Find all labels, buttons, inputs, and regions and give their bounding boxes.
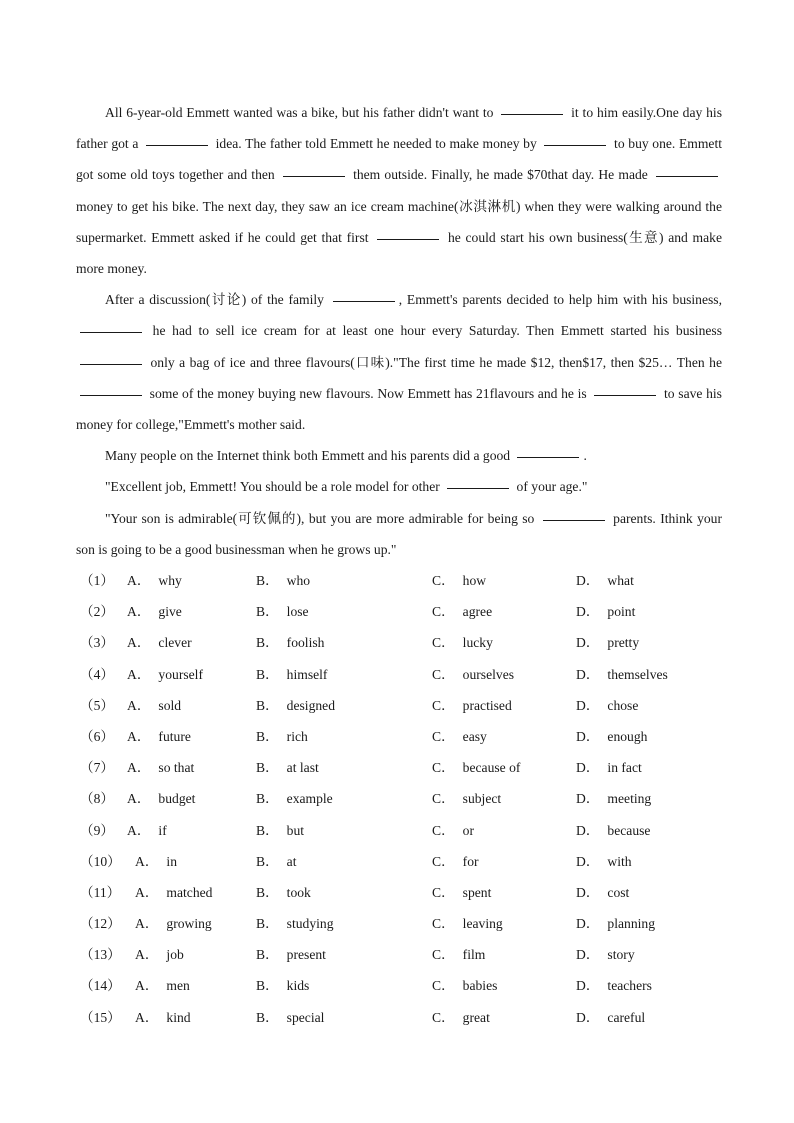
- answer-option[interactable]: [432, 877, 491, 908]
- answer-blank[interactable]: [447, 487, 509, 489]
- option-letter: B．: [256, 947, 279, 963]
- passage-text: After a discussion(讨论) of the family: [105, 292, 329, 308]
- option-letter: D．: [576, 822, 600, 838]
- answer-option[interactable]: [576, 721, 647, 752]
- answer-option[interactable]: [127, 783, 195, 814]
- option-letter: B．: [256, 697, 279, 713]
- answer-option[interactable]: [256, 690, 335, 721]
- answer-option[interactable]: [127, 690, 181, 721]
- question-number: （9）: [80, 822, 114, 838]
- option-text: example: [286, 791, 333, 807]
- question-number: （7）: [80, 760, 114, 776]
- option-text: with: [607, 853, 632, 869]
- answer-blank[interactable]: [146, 144, 208, 146]
- question-row: [80, 939, 740, 970]
- option-letter: A．: [127, 635, 151, 651]
- passage-text: them outside. Finally, he made $70that day. He made: [348, 167, 652, 183]
- option-letter: D．: [576, 697, 600, 713]
- answer-option[interactable]: [432, 939, 485, 970]
- passage-text: "Your son is admirable(可钦佩的), but you are more admirable for being so: [105, 510, 539, 526]
- answer-option[interactable]: [256, 846, 296, 877]
- passage-text: .: [583, 448, 587, 464]
- passage-text: some of the money buying new flavours. Now Emmett has 21flavours and he is: [146, 385, 591, 401]
- option-letter: B．: [256, 728, 279, 744]
- answer-option[interactable]: [127, 815, 167, 846]
- option-text: spent: [462, 884, 492, 900]
- option-letter: C．: [432, 635, 455, 651]
- option-letter: C．: [432, 791, 455, 807]
- answer-blank[interactable]: [377, 238, 439, 240]
- option-letter: D．: [576, 573, 600, 588]
- answer-option[interactable]: [576, 815, 650, 846]
- answer-option[interactable]: [576, 939, 635, 970]
- option-text: budget: [158, 791, 196, 807]
- answer-option[interactable]: [127, 752, 194, 783]
- answer-blank[interactable]: [544, 144, 606, 146]
- option-letter: A．: [127, 760, 151, 776]
- answer-option[interactable]: [432, 846, 479, 877]
- option-letter: B．: [256, 666, 279, 682]
- option-letter: B．: [256, 978, 279, 994]
- option-letter: B．: [256, 884, 279, 900]
- option-text: leaving: [462, 916, 503, 932]
- answer-option[interactable]: [432, 721, 487, 752]
- option-text: took: [286, 884, 311, 900]
- answer-option[interactable]: [256, 783, 333, 814]
- option-text: careful: [607, 1009, 646, 1025]
- answer-option[interactable]: [256, 877, 311, 908]
- answer-option[interactable]: [256, 1002, 324, 1033]
- answer-option[interactable]: [576, 690, 638, 721]
- passage-text: he could start his own business(生意) and make more money.: [76, 229, 722, 277]
- answer-option[interactable]: [576, 565, 634, 596]
- option-text: for: [462, 853, 479, 869]
- option-text: clever: [158, 635, 192, 651]
- option-letter: C．: [432, 573, 455, 588]
- option-text: at: [286, 853, 297, 869]
- question-row: [80, 783, 740, 814]
- option-text: matched: [166, 884, 213, 900]
- question-number: （5）: [80, 697, 114, 713]
- answer-option[interactable]: [432, 815, 474, 846]
- question-number: （14）: [80, 978, 121, 994]
- option-text: babies: [462, 978, 498, 994]
- option-text: film: [462, 947, 486, 963]
- passage-text: Many people on the Internet think both Emmett and his parents did a good: [105, 448, 514, 464]
- option-text: lose: [286, 604, 309, 620]
- answer-blank[interactable]: [283, 175, 345, 177]
- answer-option[interactable]: [256, 815, 304, 846]
- passage-text: parents. Ithink your son is going to be a good businessman when he grows up.": [76, 510, 722, 557]
- passage-paragraph: [76, 284, 722, 440]
- option-letter: C．: [432, 604, 455, 620]
- option-text: rich: [286, 728, 308, 744]
- option-letter: A．: [135, 947, 159, 963]
- option-letter: C．: [432, 978, 455, 994]
- option-letter: D．: [576, 604, 600, 620]
- answer-blank[interactable]: [656, 175, 718, 177]
- question-number: （6）: [80, 728, 114, 744]
- answer-options: [80, 565, 740, 1033]
- option-letter: D．: [576, 884, 600, 900]
- option-text: yourself: [158, 666, 203, 682]
- option-letter: C．: [432, 728, 455, 744]
- option-text: kids: [286, 978, 310, 994]
- answer-option[interactable]: [135, 1002, 191, 1033]
- option-text: enough: [607, 728, 648, 744]
- question-row: [80, 1002, 740, 1033]
- question-row: [80, 596, 740, 627]
- question-row: [80, 752, 740, 783]
- answer-blank[interactable]: [80, 394, 142, 396]
- answer-option[interactable]: [576, 970, 652, 1001]
- answer-option[interactable]: [432, 659, 514, 690]
- answer-blank[interactable]: [80, 363, 142, 365]
- option-letter: B．: [256, 916, 279, 932]
- option-text: planning: [607, 916, 655, 932]
- option-text: great: [462, 1009, 490, 1025]
- answer-option[interactable]: [432, 752, 520, 783]
- option-letter: B．: [256, 822, 279, 838]
- option-text: designed: [286, 697, 335, 713]
- option-text: in: [166, 853, 177, 869]
- answer-blank[interactable]: [543, 519, 605, 521]
- option-letter: B．: [256, 573, 279, 588]
- passage-text: to save his money for college,"Emmett's mother said.: [76, 385, 722, 433]
- option-letter: B．: [256, 760, 279, 776]
- passage-text: , Emmett's parents decided to help him with his business,: [398, 292, 722, 308]
- answer-option[interactable]: [127, 596, 182, 627]
- question-row: [80, 846, 740, 877]
- passage-text: "Excellent job, Emmett! You should be a role model for other: [105, 479, 444, 495]
- answer-option[interactable]: [432, 783, 501, 814]
- option-text: himself: [286, 666, 328, 682]
- answer-option[interactable]: [256, 970, 309, 1001]
- answer-option[interactable]: [135, 846, 177, 877]
- question-number: （13）: [80, 947, 121, 963]
- answer-option[interactable]: [576, 596, 635, 627]
- option-text: how: [462, 573, 487, 588]
- answer-option[interactable]: [256, 627, 324, 658]
- answer-option[interactable]: [576, 659, 668, 690]
- question-row: [80, 565, 740, 596]
- question-row: [80, 721, 740, 752]
- option-text: in fact: [607, 760, 642, 776]
- option-letter: D．: [576, 635, 600, 651]
- question-row: [80, 659, 740, 690]
- option-letter: A．: [127, 573, 151, 588]
- option-text: job: [166, 947, 184, 963]
- question-number: （15）: [80, 1009, 121, 1025]
- passage-text: it to him easily.One day his father got a: [76, 105, 723, 152]
- passage-text: of your age.": [513, 479, 588, 495]
- option-letter: B．: [256, 635, 279, 651]
- question-number: （3）: [80, 635, 114, 651]
- cloze-passage: [76, 97, 722, 565]
- passage-paragraph: [76, 440, 722, 471]
- answer-option[interactable]: [135, 970, 190, 1001]
- option-text: at last: [286, 760, 319, 776]
- option-letter: A．: [127, 822, 151, 838]
- option-text: chose: [607, 697, 639, 713]
- passage-text: to buy one. Emmett got some old toys together and then: [76, 136, 723, 183]
- option-letter: C．: [432, 822, 455, 838]
- option-letter: A．: [127, 666, 151, 682]
- question-row: [80, 815, 740, 846]
- answer-option[interactable]: [256, 565, 310, 596]
- question-number: （4）: [80, 666, 114, 682]
- option-text: teachers: [607, 978, 652, 994]
- answer-option[interactable]: [256, 659, 327, 690]
- option-letter: D．: [576, 916, 600, 932]
- answer-option[interactable]: [576, 627, 639, 658]
- answer-option[interactable]: [432, 1002, 490, 1033]
- question-row: [80, 690, 740, 721]
- option-letter: B．: [256, 791, 279, 807]
- answer-blank[interactable]: [80, 331, 142, 333]
- option-letter: A．: [127, 604, 151, 620]
- option-letter: B．: [256, 853, 279, 869]
- option-letter: A．: [127, 791, 151, 807]
- option-letter: C．: [432, 760, 455, 776]
- option-text: easy: [462, 728, 487, 744]
- answer-option[interactable]: [135, 877, 212, 908]
- question-number: （1）: [80, 573, 114, 588]
- option-letter: C．: [432, 1009, 455, 1025]
- answer-option[interactable]: [576, 752, 642, 783]
- option-text: cost: [607, 884, 630, 900]
- option-letter: A．: [127, 697, 151, 713]
- passage-text: he had to sell ice cream for at least one hour every Saturday. Then Emmett started his business: [146, 323, 722, 339]
- option-text: growing: [166, 916, 212, 932]
- answer-option[interactable]: [576, 877, 629, 908]
- option-letter: D．: [576, 978, 600, 994]
- option-letter: D．: [576, 1009, 600, 1025]
- option-letter: C．: [432, 853, 455, 869]
- answer-blank[interactable]: [501, 113, 563, 115]
- answer-option[interactable]: [432, 596, 492, 627]
- answer-blank[interactable]: [517, 456, 579, 458]
- option-text: subject: [462, 791, 502, 807]
- question-number: （11）: [80, 884, 121, 900]
- option-letter: D．: [576, 760, 600, 776]
- option-letter: A．: [135, 916, 159, 932]
- option-text: pretty: [607, 635, 640, 651]
- option-text: because of: [462, 760, 521, 776]
- option-letter: C．: [432, 666, 455, 682]
- answer-option[interactable]: [432, 627, 493, 658]
- option-text: future: [158, 728, 191, 744]
- answer-option[interactable]: [256, 596, 309, 627]
- option-text: foolish: [286, 635, 325, 651]
- passage-text: money to get his bike. The next day, they saw an ice cream machine(冰淇淋机) when they were walking around the supermarket. Emmett asked if he could get that first: [76, 198, 722, 245]
- option-letter: D．: [576, 853, 600, 869]
- option-letter: A．: [135, 978, 159, 994]
- option-letter: D．: [576, 728, 600, 744]
- passage-paragraph: [76, 503, 722, 565]
- question-row: [80, 877, 740, 908]
- option-text: meeting: [607, 791, 652, 807]
- passage-text: All 6-year-old Emmett wanted was a bike, but his father didn't want to: [105, 105, 498, 120]
- option-text: practised: [462, 697, 512, 713]
- option-letter: A．: [135, 853, 159, 869]
- option-text: point: [607, 604, 636, 620]
- option-letter: D．: [576, 666, 600, 682]
- passage-text: only a bag of ice and three flavours(口味)."The first time he made $12, then$17, then $25… Then he: [146, 354, 722, 370]
- answer-option[interactable]: [256, 752, 319, 783]
- answer-option[interactable]: [256, 939, 326, 970]
- answer-option[interactable]: [432, 970, 497, 1001]
- option-letter: B．: [256, 1009, 279, 1025]
- answer-option[interactable]: [256, 721, 308, 752]
- option-letter: B．: [256, 604, 279, 620]
- option-text: story: [607, 947, 635, 963]
- option-text: agree: [462, 604, 493, 620]
- question-number: （8）: [80, 791, 114, 807]
- option-text: so that: [158, 760, 195, 776]
- answer-option[interactable]: [432, 690, 512, 721]
- answer-blank[interactable]: [594, 394, 656, 396]
- answer-option[interactable]: [127, 721, 191, 752]
- answer-option[interactable]: [127, 565, 182, 596]
- answer-option[interactable]: [135, 939, 184, 970]
- answer-blank[interactable]: [333, 300, 395, 302]
- question-row: [80, 627, 740, 658]
- option-text: but: [286, 822, 305, 838]
- answer-option[interactable]: [576, 908, 655, 939]
- option-text: present: [286, 947, 326, 963]
- answer-option[interactable]: [127, 627, 192, 658]
- option-text: or: [462, 822, 474, 838]
- option-letter: C．: [432, 697, 455, 713]
- answer-option[interactable]: [576, 1002, 645, 1033]
- option-text: why: [158, 573, 182, 588]
- question-row: [80, 908, 740, 939]
- option-letter: C．: [432, 947, 455, 963]
- passage-text: idea. The father told Emmett he needed to make money by: [212, 136, 541, 152]
- option-letter: C．: [432, 916, 455, 932]
- option-text: special: [286, 1009, 325, 1025]
- option-letter: C．: [432, 884, 455, 900]
- option-text: ourselves: [462, 666, 515, 682]
- option-letter: A．: [135, 1009, 159, 1025]
- option-letter: A．: [135, 884, 159, 900]
- option-letter: D．: [576, 947, 600, 963]
- option-text: sold: [158, 697, 182, 713]
- answer-option[interactable]: [127, 659, 203, 690]
- option-text: themselves: [607, 666, 668, 682]
- passage-paragraph: [76, 471, 722, 502]
- answer-option[interactable]: [432, 908, 503, 939]
- option-text: because: [607, 822, 651, 838]
- option-text: if: [158, 822, 167, 838]
- question-number: （10）: [80, 853, 121, 869]
- answer-option[interactable]: [256, 908, 334, 939]
- answer-option[interactable]: [576, 846, 632, 877]
- answer-option[interactable]: [432, 565, 486, 596]
- option-text: studying: [286, 916, 334, 932]
- passage-paragraph: [76, 97, 722, 284]
- answer-option[interactable]: [135, 908, 212, 939]
- question-number: （2）: [80, 604, 114, 620]
- option-text: lucky: [462, 635, 493, 651]
- question-row: [80, 970, 740, 1001]
- option-letter: D．: [576, 791, 600, 807]
- option-text: give: [158, 604, 182, 620]
- option-text: who: [286, 573, 311, 588]
- option-text: what: [607, 573, 634, 588]
- question-number: （12）: [80, 916, 121, 932]
- answer-option[interactable]: [576, 783, 651, 814]
- option-text: men: [166, 978, 190, 994]
- option-text: kind: [166, 1009, 191, 1025]
- option-letter: A．: [127, 728, 151, 744]
